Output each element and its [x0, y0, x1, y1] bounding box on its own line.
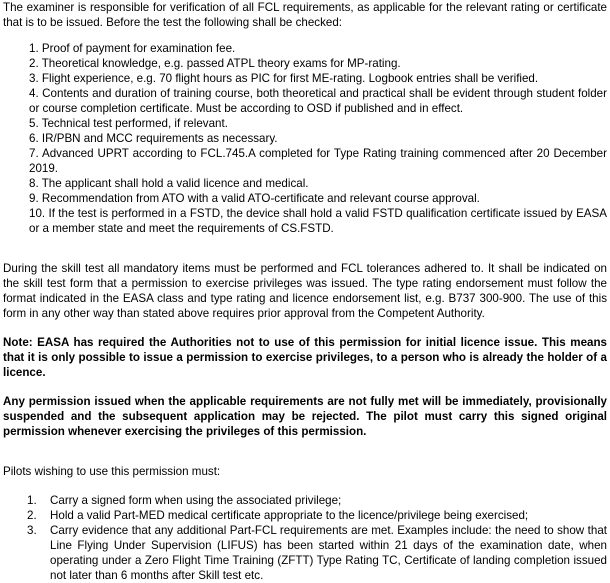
intro-paragraph: The examiner is responsible for verification of all FCL requirements, as applicable for the relevant rating or certificate that is to be issued. Before the test the following shall be checked:: [3, 1, 607, 29]
warning-paragraph: Any permission issued when the applicable requirements are not fully met will be immediately, provisionally suspended and the subsequent application may be rejected. The pilot must carry this signed original permission whenever exercising the privileges of this permission.: [3, 395, 607, 438]
check-item: [3, 56, 607, 71]
spacer: [3, 321, 607, 335]
pilot-requirement-text: Hold a valid Part-MED medical certificate appropriate to the licence/privilege being exercised;: [50, 509, 529, 522]
spacer: [3, 439, 607, 464]
check-item: [3, 71, 607, 86]
check-item-text: Contents and duration of training course, both theoretical and practical shall be evident through student folder or course completion certificate. Must be according to OSD if published and in effect.: [29, 87, 607, 115]
pilots-intro: Pilots wishing to use this permission must:: [3, 465, 221, 478]
check-item: [3, 86, 607, 116]
pilot-requirement-item: [3, 493, 607, 508]
spacer: [3, 479, 607, 493]
pilot-requirement-item: [3, 508, 607, 523]
check-item-number: 8.: [29, 177, 39, 190]
check-item: [3, 146, 607, 176]
check-item: [3, 131, 607, 146]
pilot-requirement-text: Carry evidence that any additional Part-FCL requirements are met. Examples include: the need to show that Line Flying Under Supervision (LIFUS) has been started within 21 days of the examination date, when operating under a Zero Flight Time Training (ZFTT) Type Rating TC, Certificate of landing completion issued not later than 6 months after Skill test etc.: [50, 524, 607, 582]
note-paragraph: Note: EASA has required the Authorities not to use of this permission for initial licence issue. This means that it is only possible to issue a permission to exercise privileges, to a person who is already the holder of a licence.: [3, 336, 607, 379]
check-item: [3, 41, 607, 56]
check-item-text: If the test is performed in a FSTD, the device shall hold a valid FSTD qualification certificate issued by EASA or a member state and meet the requirements of CS.FSTD.: [29, 207, 607, 235]
check-item-text: Advanced UPRT according to FCL.745.A completed for Type Rating training commenced after 20 December 2019.: [29, 147, 607, 175]
check-item-number: 10.: [29, 207, 46, 220]
check-item: [3, 191, 607, 206]
check-item-text: Technical test performed, if relevant.: [41, 117, 228, 130]
check-item-text: Recommendation from ATO with a valid ATO-certificate and relevant course approval.: [41, 192, 480, 205]
pilot-requirement-number: 1.: [27, 494, 37, 507]
check-item-number: 1.: [29, 42, 39, 55]
check-item-text: Flight experience, e.g. 70 flight hours as PIC for first ME-rating. Logbook entries shall be verified.: [41, 72, 539, 85]
skill-test-paragraph: During the skill test all mandatory items must be performed and FCL tolerances adhered to. It shall be indicated on the skill test form that a permission to exercise privileges was issued. The type rating endorsement must follow the format indicated in the EASA class and type rating and licence endorsement list, e.g. B737 300-900. The use of this form in any other way than stated above requires prior approval from the Competent Authority.: [3, 262, 607, 320]
document-page: [3, 0, 607, 583]
check-item-number: 7.: [29, 147, 39, 160]
check-item-text: Proof of payment for examination fee.: [41, 42, 236, 55]
pilot-requirement-number: 2.: [27, 509, 37, 522]
spacer: [3, 236, 607, 261]
check-item: [3, 206, 607, 236]
check-item-number: 4.: [29, 87, 39, 100]
check-item-number: 3.: [29, 72, 39, 85]
check-item-number: 5.: [29, 117, 39, 130]
check-item-text: The applicant shall hold a valid licence and medical.: [41, 177, 309, 190]
pilot-requirement-number: 3.: [27, 524, 37, 537]
checks-list: [3, 41, 607, 236]
check-item: [3, 116, 607, 131]
check-item-number: 9.: [29, 192, 39, 205]
check-item-text: IR/PBN and MCC requirements as necessary.: [41, 132, 278, 145]
check-item-number: 2.: [29, 57, 39, 70]
pilot-requirement-item: [3, 523, 607, 583]
pilot-requirement-text: Carry a signed form when using the associated privilege;: [50, 494, 342, 507]
check-item: [3, 176, 607, 191]
spacer: [3, 30, 607, 41]
pilot-requirements-list: [3, 493, 607, 583]
spacer: [3, 380, 607, 394]
check-item-number: 6.: [29, 132, 39, 145]
check-item-text: Theoretical knowledge, e.g. passed ATPL theory exams for MP-rating.: [41, 57, 401, 70]
